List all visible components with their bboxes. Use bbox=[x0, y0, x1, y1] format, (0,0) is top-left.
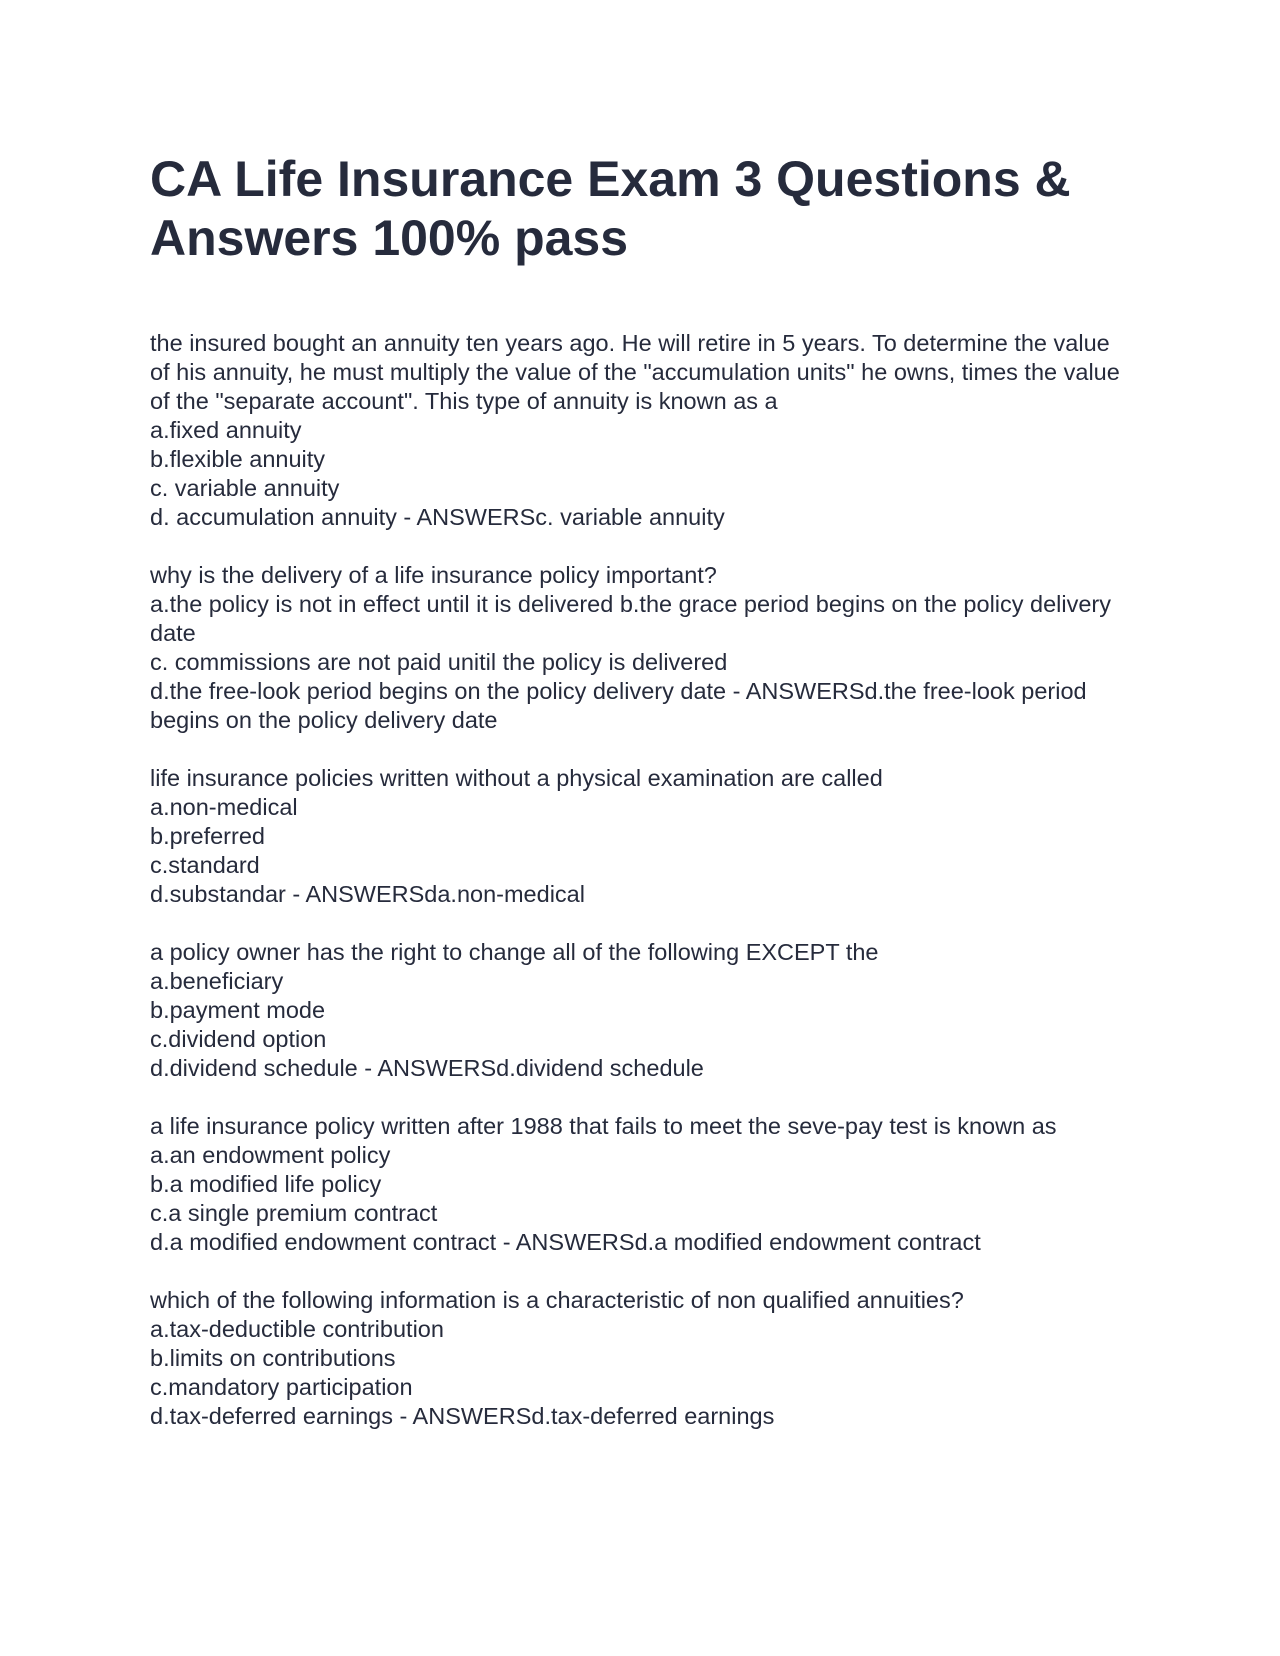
answer-option: c.mandatory participation bbox=[150, 1374, 413, 1400]
answer-option: b.limits on contributions bbox=[150, 1345, 396, 1371]
qa-item bbox=[150, 1112, 1130, 1257]
answer-option: b.a modified life policy bbox=[150, 1171, 382, 1197]
answer-option: d. accumulation annuity - ANSWERSc. variable annuity bbox=[150, 504, 725, 530]
answer-option: d.dividend schedule - ANSWERSd.dividend schedule bbox=[150, 1055, 704, 1081]
answer-option: c.dividend option bbox=[150, 1026, 327, 1052]
answer-option: b.preferred bbox=[150, 823, 265, 849]
qa-item bbox=[150, 561, 1130, 735]
answer-option: a.an endowment policy bbox=[150, 1142, 391, 1168]
answer-option: a.the policy is not in effect until it is delivered b.the grace period begins on the policy delivery date bbox=[150, 591, 1112, 646]
answer-option: b.payment mode bbox=[150, 997, 326, 1023]
question-text: life insurance policies written without a physical examination are called bbox=[150, 765, 883, 791]
answer-option: a.beneficiary bbox=[150, 968, 284, 994]
answer-option: d.substandar - ANSWERSda.non-medical bbox=[150, 881, 585, 907]
answer-option: a.non-medical bbox=[150, 794, 298, 820]
answer-option: a.fixed annuity bbox=[150, 417, 302, 443]
qa-list bbox=[150, 329, 1130, 1431]
question-text: which of the following information is a characteristic of non qualified annuities? bbox=[150, 1287, 964, 1313]
answer-option: d.the free-look period begins on the policy delivery date - ANSWERSd.the free-look period begins on the policy delivery date bbox=[150, 678, 1087, 733]
qa-item bbox=[150, 329, 1130, 532]
answer-option: c.a single premium contract bbox=[150, 1200, 438, 1226]
answer-option: d.tax-deferred earnings - ANSWERSd.tax-deferred earnings bbox=[150, 1403, 775, 1429]
document-page bbox=[150, 150, 1130, 1460]
question-text: a life insurance policy written after 1988 that fails to meet the seve-pay test is known as bbox=[150, 1113, 1057, 1139]
question-text: the insured bought an annuity ten years ago. He will retire in 5 years. To determine the value of his annuity, he must multiply the value of the "accumulation units" he owns, times the value of the "separate account". This type of annuity is known as a bbox=[150, 330, 1120, 414]
answer-option: c.standard bbox=[150, 852, 260, 878]
question-text: a policy owner has the right to change all of the following EXCEPT the bbox=[150, 939, 879, 965]
qa-item bbox=[150, 938, 1130, 1083]
qa-item bbox=[150, 1286, 1130, 1431]
answer-option: c. commissions are not paid unitil the policy is delivered bbox=[150, 649, 728, 675]
question-text: why is the delivery of a life insurance policy important? bbox=[150, 562, 717, 588]
answer-option: c. variable annuity bbox=[150, 475, 340, 501]
document-title: CA Life Insurance Exam 3 Questions & Answers 100% pass bbox=[150, 151, 1071, 266]
answer-option: b.flexible annuity bbox=[150, 446, 326, 472]
qa-item bbox=[150, 764, 1130, 909]
answer-option: a.tax-deductible contribution bbox=[150, 1316, 444, 1342]
answer-option: d.a modified endowment contract - ANSWERSd.a modified endowment contract bbox=[150, 1229, 981, 1255]
